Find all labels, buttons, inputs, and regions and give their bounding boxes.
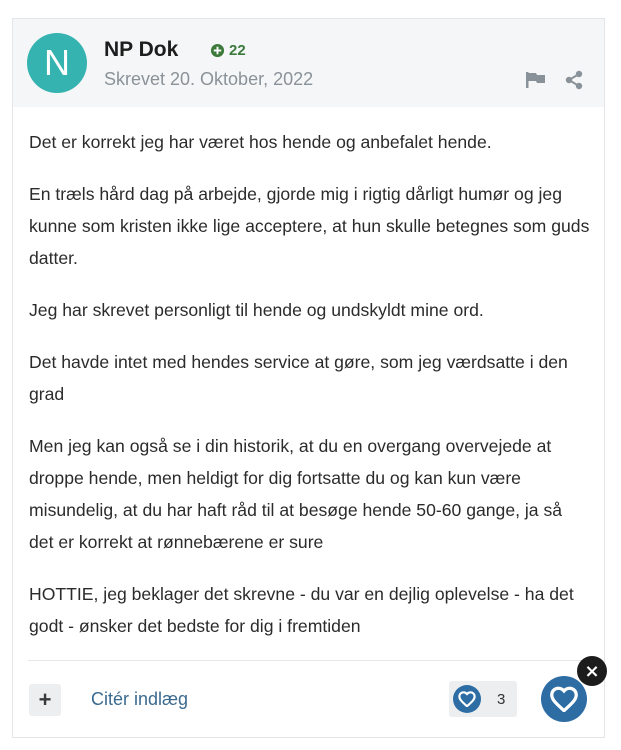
reaction-count: 3	[497, 691, 506, 708]
heart-icon	[458, 691, 476, 707]
reputation-badge	[210, 42, 246, 59]
post-date[interactable]: Skrevet 20. Oktober, 2022	[104, 69, 314, 89]
plus-icon: +	[38, 687, 52, 712]
plus-circle-icon	[210, 43, 225, 58]
close-icon: ×	[584, 660, 600, 682]
share-icon[interactable]	[564, 70, 584, 90]
post-content	[29, 126, 591, 662]
author-name[interactable]: NP Dok	[104, 38, 179, 61]
reaction-summary[interactable]	[449, 681, 517, 717]
post-paragraph: Men jeg kan også se i din historik, at du en overgang overvejede at droppe hende, men heldigt for dig fortsatte du og kan kun være misundelig, at du har haft råd til at besøge hende 50-60 gange, ja så det er korrekt at rønnebærene er sure	[29, 436, 563, 552]
avatar-letter: N	[44, 42, 70, 83]
flag-icon[interactable]	[525, 71, 547, 89]
post-card	[12, 18, 605, 738]
post-paragraph: Det er korrekt jeg har været hos hende og anbefalet hende.	[29, 132, 492, 152]
reaction-heart-badge	[453, 685, 481, 713]
post-paragraph: En træls hård dag på arbejde, gjorde mig i rigtig dårligt humør og jeg kunne som kristen ikke lige acceptere, at hun skulle betegnes som guds datter.	[29, 184, 590, 268]
avatar[interactable]	[27, 33, 87, 93]
reputation-count: 22	[229, 42, 246, 59]
close-button[interactable]	[577, 656, 607, 686]
heart-icon	[550, 686, 578, 712]
quote-post-link[interactable]: Citér indlæg	[91, 689, 189, 709]
post-paragraph: Det havde intet med hendes service at gøre, som jeg værdsatte i den grad	[29, 352, 568, 404]
post-header	[13, 19, 604, 107]
post-paragraph: Jeg har skrevet personligt til hende og undskyldt mine ord.	[29, 300, 484, 320]
footer-divider	[28, 660, 591, 661]
multiquote-add-button[interactable]	[29, 684, 61, 716]
like-button[interactable]	[541, 676, 587, 722]
post-paragraph: HOTTIE, jeg beklager det skrevne - du var en dejlig oplevelse - ha det godt - ønsker det bedste for dig i fremtiden	[29, 584, 574, 636]
